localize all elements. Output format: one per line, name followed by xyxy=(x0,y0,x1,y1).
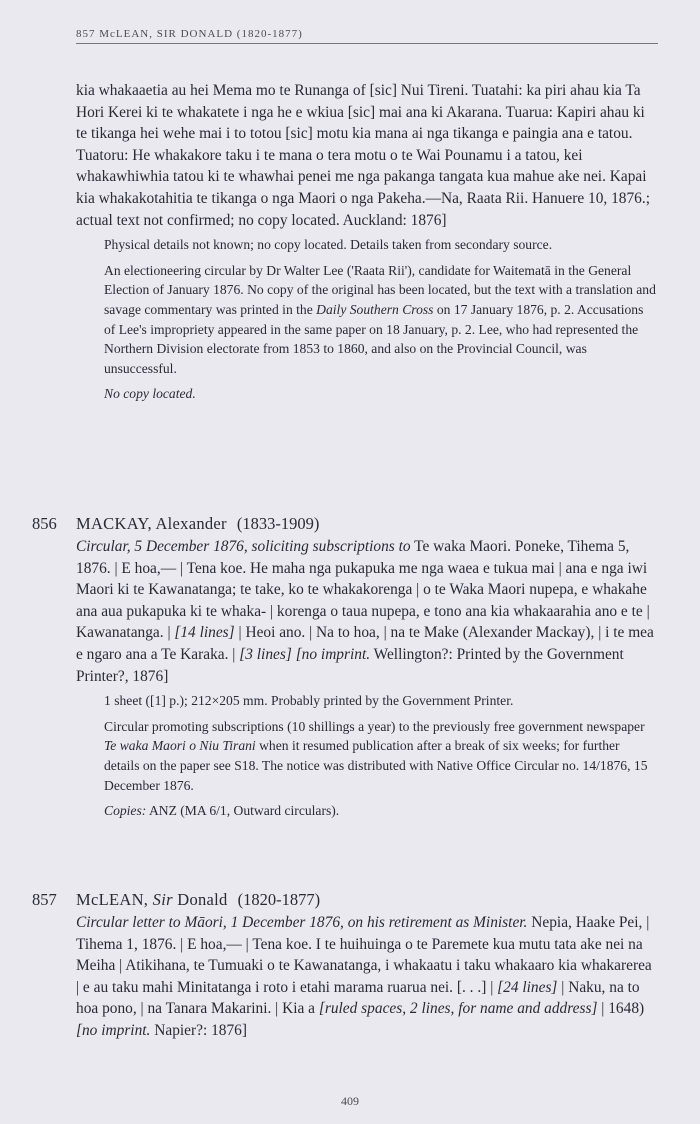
entry-author: McLEAN, Sir Donald xyxy=(76,890,228,909)
entry-heading xyxy=(32,889,658,911)
entry-transcription: Circular letter to Māori, 1 December 1876, on his retirement as Minister. Nepia, Haake Pei, | Tihema 1, 1876. | E hoa,— | Tena koe. I te huihuinga o te Paremete kua mutu tata ake nei na Meiha | Atikihana, te Tumuaki o te Kawanatanga, i whakaatu i taku whakaaro kia whakarerea | e au taku mahi Minitatanga i roto i etahi marama ruarua nei. [. . .] | [24 lines] | Naku, na to hoa pono, | na Tanara Makarini. | Kia a [ruled spaces, 2 lines, for name and address] | 1648) [no imprint. Napier?: 1876] xyxy=(76,914,652,1039)
entry-number: 856 xyxy=(32,514,57,533)
entry-author: MACKAY, Alexander xyxy=(76,514,227,533)
entry-856 xyxy=(32,513,658,827)
commentary-note: Circular promoting subscriptions (10 shillings a year) to the previously free government newspaper Te waka Maori o Niu Tirani when it resumed publication after a break of six weeks; for further details on the paper see S18. The notice was distributed with Native Office Circular no. 14/1876, 15 December 1876. xyxy=(104,718,648,793)
running-head: 857 McLEAN, SIR DONALD (1820-1877) xyxy=(76,28,658,44)
physical-details-note: Physical details not known; no copy located. Details taken from secondary source. xyxy=(104,237,553,253)
continued-transcription: kia whakaaetia au hei Mema mo te Runanga of [sic] Nui Tireni. Tuatahi: ka piri ahau kia Ta Hori Kerei ki te whakatete i nga he e wkiua [sic] mai ana ki Akarana. Tuarua: Kapiri ahau ki te tikanga hei wehe mai i to totou [sic] motu kia mana ai nga tikanga e paingia ana e tatou. Tuatoru: He whakakore taku i te mana o tera motu o te Wai Pounamu i a tatou, kei whakawhiwhia tatou ki te whawhai penei me nga pakanga tangata kua mahue ake nei. Kapai kia whakakotahitia te tikanga o nga Maori o nga Pakeha.—Na, Raata Rii. Hanuere 10, 1876.; actual text not confirmed; no copy located. Auckland: 1876] xyxy=(76,82,650,229)
copies-note: Copies: ANZ (MA 6/1, Outward circulars). xyxy=(104,803,340,819)
entry-dates: (1820-1877) xyxy=(237,890,321,909)
entry-number: 857 xyxy=(32,890,57,909)
entry-transcription: Circular, 5 December 1876, soliciting subscriptions to Te waka Maori. Poneke, Tihema 5, 1876. | E hoa,— | Tena koe. He maha nga pukapuka me nga waea e tukua mai | ana e nga iwi Maori ki te Kawanatanga; te take, ko te whakakorenga | o te Waka Maori nupepa, e whakahe ana aua pukapuka ki te whaka- | korenga o taua nupepa, e tono ana kia whakaarahia ano e te | Kawanatanga. | [14 lines] | Heoi ano. | Na to hoa, | na te Make (Alexander Mackay), | i te mea e ngaro ana a Te Karaka. | [3 lines] [no imprint. Wellington?: Printed by the Government Printer?, 1876] xyxy=(76,538,654,685)
commentary-note: An electioneering circular by Dr Walter Lee ('Raata Rii'), candidate for Waitematā in the General Election of January 1876. No copy of the original has been located, but the text with a translation and savage commentary was printed in the Daily Southern Cross on 17 January 1876, p. 2. Accusations of Lee's impropriety appeared in the same paper on 18 January, p. 2. Lee, who had represented the Northern Division electorate from 1853 to 1860, and also on the Provincial Council, was unsuccessful. xyxy=(104,262,656,376)
physical-details-note: 1 sheet ([1] p.); 212×205 mm. Probably printed by the Government Printer. xyxy=(104,693,514,709)
entry-heading xyxy=(32,513,658,535)
page-number: 409 xyxy=(341,1094,359,1108)
entry-dates: (1833-1909) xyxy=(236,514,320,533)
entry-857 xyxy=(32,889,658,1042)
no-copy-note: No copy located. xyxy=(104,386,196,402)
continued-entry xyxy=(76,80,658,410)
